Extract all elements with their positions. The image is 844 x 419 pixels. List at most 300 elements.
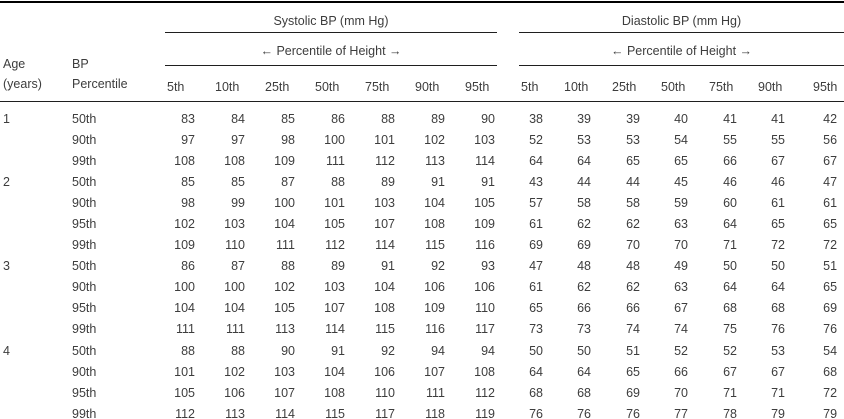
systolic-value-cell: 104 (174, 301, 195, 316)
age-cell (0, 361, 66, 382)
diastolic-value-cell: 65 (529, 301, 544, 316)
systolic-value-cell: 109 (424, 301, 445, 316)
diastolic-value-cell: 55 (771, 132, 786, 147)
row-gap (497, 298, 519, 319)
height-percentile-column-header: 25th (593, 66, 642, 102)
table-row (0, 277, 844, 298)
diastolic-value-cell: 68 (529, 385, 544, 400)
diastolic-value-cell: 64 (529, 364, 544, 379)
bp-percentile-cell: 50th (72, 343, 97, 358)
bp-column-header-line2: Percentile (72, 77, 128, 91)
row-gap (497, 150, 519, 171)
systolic-value-cell: 112 (175, 406, 195, 419)
diastolic-value-cell: 70 (626, 238, 641, 253)
age-cell (0, 213, 66, 234)
systolic-value-cell: 92 (431, 259, 445, 274)
height-percentile-column-header: 50th (642, 66, 690, 102)
diastolic-value-cell: 74 (626, 322, 641, 337)
table-row (0, 340, 844, 361)
bp-percentile-table (0, 1, 844, 419)
bp-percentile-cell: 95th (72, 301, 97, 316)
diastolic-value-cell: 76 (771, 322, 786, 337)
bp-percentile-column-header (66, 2, 165, 102)
diastolic-value-cell: 65 (626, 153, 641, 168)
age-column-header-line2: (years) (3, 77, 42, 91)
systolic-value-cell: 109 (474, 217, 496, 232)
bp-percentile-cell: 50th (72, 111, 97, 126)
diastolic-value-cell: 68 (823, 364, 838, 379)
diastolic-value-cell: 72 (823, 238, 838, 253)
row-gap (497, 382, 519, 403)
diastolic-value-cell: 52 (529, 132, 544, 147)
age-cell: 2 (3, 174, 10, 189)
table-header (0, 2, 844, 102)
row-gap (497, 319, 519, 340)
systolic-value-cell: 101 (174, 364, 195, 379)
systolic-value-cell: 89 (431, 111, 445, 126)
height-percentile-column-header: 25th (247, 66, 297, 102)
systolic-value-cell: 110 (375, 385, 395, 400)
systolic-value-cell: 100 (324, 132, 345, 147)
height-percentile-column-header: 95th (787, 66, 844, 102)
diastolic-value-cell: 56 (823, 132, 838, 147)
systolic-value-cell: 103 (224, 217, 245, 232)
systolic-value-cell: 105 (174, 385, 195, 400)
systolic-value-cell: 117 (375, 406, 395, 419)
row-gap (497, 403, 519, 419)
diastolic-value-cell: 68 (771, 301, 786, 316)
systolic-value-cell: 100 (224, 280, 245, 295)
systolic-value-cell: 108 (424, 217, 445, 232)
diastolic-value-cell: 76 (577, 406, 592, 419)
diastolic-value-cell: 76 (823, 322, 838, 337)
age-cell: 4 (3, 343, 10, 358)
systolic-value-cell: 104 (224, 301, 245, 316)
diastolic-value-cell: 66 (674, 364, 689, 379)
row-gap (497, 340, 519, 361)
row-gap (497, 235, 519, 256)
diastolic-value-cell: 45 (674, 174, 689, 189)
diastolic-value-cell: 50 (577, 343, 592, 358)
diastolic-value-cell: 55 (723, 132, 738, 147)
systolic-value-cell: 111 (325, 153, 345, 168)
diastolic-value-cell: 40 (674, 111, 689, 126)
systolic-value-cell: 104 (324, 364, 345, 379)
diastolic-value-cell: 42 (823, 111, 838, 126)
systolic-value-cell: 118 (425, 406, 445, 419)
diastolic-value-cell: 64 (529, 153, 544, 168)
height-percentile-column-header: 5th (519, 66, 545, 102)
diastolic-value-cell: 76 (529, 406, 544, 419)
age-cell (0, 403, 66, 419)
age-column-header-line1: Age (3, 57, 26, 71)
systolic-value-cell: 113 (275, 322, 295, 337)
diastolic-value-cell: 41 (771, 111, 786, 126)
systolic-value-cell: 93 (481, 259, 496, 274)
systolic-value-cell: 94 (431, 343, 445, 358)
bp-percentile-cell: 90th (72, 132, 97, 147)
systolic-value-cell: 88 (281, 259, 295, 274)
diastolic-value-cell: 74 (674, 322, 689, 337)
systolic-value-cell: 110 (225, 238, 245, 253)
systolic-value-cell: 90 (481, 111, 496, 126)
systolic-value-cell: 115 (325, 406, 345, 419)
diastolic-value-cell: 59 (674, 195, 689, 210)
diastolic-value-cell: 73 (577, 322, 592, 337)
table-row (0, 298, 844, 319)
diastolic-value-cell: 58 (577, 195, 592, 210)
systolic-value-cell: 111 (275, 238, 295, 253)
height-percentile-column-header: 90th (739, 66, 787, 102)
diastolic-value-cell: 47 (529, 259, 544, 274)
diastolic-value-cell: 67 (771, 153, 786, 168)
diastolic-value-cell: 68 (723, 301, 738, 316)
diastolic-value-cell: 66 (723, 153, 738, 168)
systolic-value-cell: 91 (331, 343, 345, 358)
systolic-value-cell: 88 (231, 343, 245, 358)
diastolic-value-cell: 38 (529, 111, 544, 126)
diastolic-value-cell: 39 (626, 111, 641, 126)
diastolic-value-cell: 79 (771, 406, 786, 419)
diastolic-value-cell: 61 (771, 195, 786, 210)
systolic-value-cell: 103 (324, 280, 345, 295)
age-cell (0, 319, 66, 340)
systolic-value-cell: 86 (181, 259, 195, 274)
diastolic-value-cell: 66 (626, 301, 641, 316)
systolic-value-cell: 105 (474, 195, 496, 210)
diastolic-value-cell: 72 (823, 385, 838, 400)
systolic-value-cell: 89 (381, 174, 395, 189)
diastolic-value-cell: 62 (626, 217, 641, 232)
diastolic-value-cell: 53 (626, 132, 641, 147)
systolic-value-cell: 108 (174, 153, 195, 168)
systolic-value-cell: 87 (281, 174, 295, 189)
systolic-value-cell: 108 (324, 385, 345, 400)
row-gap (497, 361, 519, 382)
age-cell (0, 150, 66, 171)
systolic-value-cell: 101 (374, 132, 395, 147)
systolic-group-header: Systolic BP (mm Hg) (165, 2, 497, 33)
row-gap (497, 102, 519, 130)
diastolic-value-cell: 79 (823, 406, 838, 419)
diastolic-value-cell: 70 (674, 238, 689, 253)
diastolic-value-cell: 61 (529, 217, 544, 232)
systolic-value-cell: 86 (331, 111, 345, 126)
height-percentile-column-header: 10th (197, 66, 247, 102)
systolic-value-cell: 98 (281, 132, 295, 147)
bp-percentile-cell: 95th (72, 217, 97, 232)
diastolic-value-cell: 69 (529, 238, 544, 253)
diastolic-value-cell: 61 (823, 195, 838, 210)
age-column-header (0, 2, 66, 102)
diastolic-value-cell: 65 (771, 217, 786, 232)
diastolic-value-cell: 63 (674, 280, 689, 295)
bp-percentile-cell: 99th (72, 322, 97, 337)
age-cell (0, 298, 66, 319)
diastolic-value-cell: 69 (823, 301, 838, 316)
bp-percentile-cell: 90th (72, 364, 97, 379)
systolic-value-cell: 111 (225, 322, 245, 337)
systolic-value-cell: 116 (425, 322, 445, 337)
diastolic-value-cell: 77 (674, 406, 689, 419)
table-row (0, 382, 844, 403)
diastolic-value-cell: 39 (577, 111, 592, 126)
table-row (0, 256, 844, 277)
systolic-value-cell: 102 (274, 280, 295, 295)
diastolic-value-cell: 68 (577, 385, 592, 400)
diastolic-value-cell: 46 (723, 174, 738, 189)
systolic-value-cell: 105 (274, 301, 295, 316)
diastolic-value-cell: 67 (771, 364, 786, 379)
table-row (0, 192, 844, 213)
diastolic-value-cell: 52 (723, 343, 738, 358)
systolic-value-cell: 104 (274, 217, 295, 232)
systolic-value-cell: 112 (375, 153, 395, 168)
systolic-value-cell: 91 (431, 174, 445, 189)
systolic-value-cell: 108 (474, 364, 496, 379)
diastolic-value-cell: 44 (626, 174, 641, 189)
systolic-value-cell: 109 (274, 153, 295, 168)
systolic-value-cell: 105 (324, 217, 345, 232)
diastolic-value-cell: 50 (529, 343, 544, 358)
systolic-value-cell: 85 (231, 174, 245, 189)
diastolic-group-header: Diastolic BP (mm Hg) (519, 2, 844, 33)
systolic-value-cell: 111 (425, 385, 445, 400)
systolic-value-cell: 114 (475, 153, 496, 168)
diastolic-value-cell: 61 (529, 280, 544, 295)
systolic-value-cell: 90 (281, 343, 295, 358)
diastolic-value-cell: 52 (674, 343, 689, 358)
diastolic-value-cell: 67 (823, 153, 838, 168)
systolic-value-cell: 106 (474, 280, 496, 295)
diastolic-value-cell: 49 (674, 259, 689, 274)
height-percentile-column-header: 50th (297, 66, 347, 102)
systolic-value-cell: 91 (381, 259, 395, 274)
bp-percentile-cell: 99th (72, 153, 97, 168)
systolic-value-cell: 109 (174, 238, 195, 253)
row-gap (497, 213, 519, 234)
diastolic-value-cell: 64 (723, 217, 738, 232)
systolic-value-cell: 97 (181, 132, 195, 147)
systolic-value-cell: 113 (225, 406, 245, 419)
age-cell (0, 382, 66, 403)
systolic-value-cell: 117 (475, 322, 496, 337)
systolic-value-cell: 83 (181, 111, 195, 126)
systolic-value-cell: 102 (224, 364, 245, 379)
diastolic-value-cell: 62 (577, 217, 592, 232)
diastolic-value-cell: 70 (674, 385, 689, 400)
table-row (0, 235, 844, 256)
systolic-value-cell: 114 (325, 322, 345, 337)
diastolic-value-cell: 62 (577, 280, 592, 295)
systolic-value-cell: 99 (231, 195, 245, 210)
diastolic-value-cell: 53 (771, 343, 786, 358)
diastolic-value-cell: 72 (771, 238, 786, 253)
diastolic-value-cell: 69 (577, 238, 592, 253)
systolic-value-cell: 100 (174, 280, 195, 295)
table-row (0, 403, 844, 419)
diastolic-value-cell: 67 (674, 301, 689, 316)
group-header-row (0, 2, 844, 33)
diastolic-value-cell: 53 (577, 132, 592, 147)
bp-percentile-cell: 90th (72, 280, 97, 295)
systolic-value-cell: 106 (374, 364, 395, 379)
diastolic-value-cell: 54 (823, 343, 838, 358)
diastolic-value-cell: 69 (626, 385, 641, 400)
diastolic-value-cell: 65 (626, 364, 641, 379)
diastolic-value-cell: 60 (723, 195, 738, 210)
row-gap (497, 129, 519, 150)
height-percentile-column-header: 95th (447, 66, 497, 102)
systolic-value-cell: 103 (374, 195, 395, 210)
diastolic-value-cell: 47 (823, 174, 838, 189)
table-body (0, 102, 844, 419)
bp-column-header-line1: BP (72, 57, 89, 71)
systolic-value-cell: 112 (475, 385, 496, 400)
systolic-height-percentile-subheader: ← Percentile of Height → (165, 33, 497, 66)
table-row (0, 171, 844, 192)
systolic-value-cell: 119 (475, 406, 496, 419)
systolic-value-cell: 100 (274, 195, 295, 210)
diastolic-height-percentile-subheader: ← Percentile of Height → (519, 33, 844, 66)
systolic-value-cell: 104 (424, 195, 445, 210)
diastolic-value-cell: 73 (529, 322, 544, 337)
systolic-value-cell: 98 (181, 195, 195, 210)
systolic-value-cell: 107 (374, 217, 395, 232)
diastolic-value-cell: 65 (823, 280, 838, 295)
height-percentile-column-header: 75th (690, 66, 739, 102)
height-percentile-column-header: 5th (165, 66, 197, 102)
bp-percentile-cell: 99th (72, 238, 97, 253)
age-cell: 3 (3, 259, 10, 274)
diastolic-value-cell: 67 (723, 364, 738, 379)
systolic-value-cell: 106 (224, 385, 245, 400)
diastolic-value-cell: 65 (823, 217, 838, 232)
table-row (0, 213, 844, 234)
bp-percentile-cell: 50th (72, 174, 97, 189)
height-percentile-column-header: 75th (347, 66, 397, 102)
systolic-value-cell: 97 (231, 132, 245, 147)
systolic-value-cell: 103 (474, 132, 496, 147)
diastolic-value-cell: 64 (723, 280, 738, 295)
systolic-value-cell: 101 (324, 195, 345, 210)
diastolic-value-cell: 75 (723, 322, 738, 337)
diastolic-value-cell: 41 (723, 111, 738, 126)
systolic-value-cell: 115 (425, 238, 445, 253)
systolic-value-cell: 88 (381, 111, 395, 126)
systolic-value-cell: 88 (181, 343, 195, 358)
height-percentile-column-header: 10th (545, 66, 593, 102)
row-gap (497, 256, 519, 277)
systolic-value-cell: 102 (174, 217, 195, 232)
systolic-value-cell: 114 (275, 406, 295, 419)
column-gap (497, 2, 519, 66)
diastolic-value-cell: 65 (674, 153, 689, 168)
systolic-value-cell: 116 (475, 238, 496, 253)
systolic-value-cell: 102 (424, 132, 445, 147)
diastolic-value-cell: 63 (674, 217, 689, 232)
diastolic-value-cell: 78 (723, 406, 738, 419)
diastolic-value-cell: 48 (577, 259, 592, 274)
systolic-value-cell: 107 (424, 364, 445, 379)
systolic-value-cell: 104 (374, 280, 395, 295)
diastolic-value-cell: 71 (723, 238, 738, 253)
diastolic-value-cell: 46 (771, 174, 786, 189)
systolic-value-cell: 85 (181, 174, 195, 189)
systolic-value-cell: 108 (374, 301, 395, 316)
row-gap (497, 171, 519, 192)
bp-percentile-cell: 99th (72, 406, 97, 419)
systolic-value-cell: 87 (231, 259, 245, 274)
bp-percentile-cell: 90th (72, 195, 97, 210)
diastolic-value-cell: 62 (626, 280, 641, 295)
diastolic-value-cell: 50 (771, 259, 786, 274)
diastolic-value-cell: 71 (771, 385, 786, 400)
systolic-value-cell: 84 (231, 111, 245, 126)
diastolic-value-cell: 64 (577, 153, 592, 168)
diastolic-value-cell: 48 (626, 259, 641, 274)
systolic-value-cell: 115 (375, 322, 395, 337)
table-row (0, 150, 844, 171)
systolic-value-cell: 91 (481, 174, 496, 189)
table-row (0, 129, 844, 150)
table-row (0, 102, 844, 130)
age-cell (0, 192, 66, 213)
systolic-value-cell: 107 (274, 385, 295, 400)
diastolic-value-cell: 64 (577, 364, 592, 379)
age-cell: 1 (3, 111, 10, 126)
diastolic-value-cell: 58 (626, 195, 641, 210)
systolic-value-cell: 94 (481, 343, 496, 358)
table-row (0, 319, 844, 340)
diastolic-value-cell: 50 (723, 259, 738, 274)
age-cell (0, 235, 66, 256)
diastolic-value-cell: 43 (529, 174, 544, 189)
height-percentile-column-header: 90th (397, 66, 447, 102)
systolic-value-cell: 89 (331, 259, 345, 274)
systolic-value-cell: 85 (281, 111, 295, 126)
systolic-value-cell: 103 (274, 364, 295, 379)
systolic-value-cell: 108 (224, 153, 245, 168)
age-cell (0, 129, 66, 150)
systolic-value-cell: 113 (425, 153, 445, 168)
diastolic-value-cell: 64 (771, 280, 786, 295)
diastolic-value-cell: 57 (529, 195, 544, 210)
diastolic-value-cell: 44 (577, 174, 592, 189)
bp-percentile-cell: 50th (72, 259, 97, 274)
systolic-value-cell: 112 (325, 238, 345, 253)
systolic-value-cell: 114 (375, 238, 395, 253)
diastolic-value-cell: 71 (723, 385, 738, 400)
systolic-value-cell: 88 (331, 174, 345, 189)
systolic-value-cell: 92 (381, 343, 395, 358)
bp-percentile-cell: 95th (72, 385, 97, 400)
systolic-value-cell: 110 (475, 301, 496, 316)
row-gap (497, 192, 519, 213)
diastolic-value-cell: 51 (626, 343, 641, 358)
systolic-value-cell: 107 (324, 301, 345, 316)
diastolic-value-cell: 54 (674, 132, 689, 147)
row-gap (497, 277, 519, 298)
age-cell (0, 277, 66, 298)
diastolic-value-cell: 51 (823, 259, 838, 274)
diastolic-value-cell: 76 (626, 406, 641, 419)
systolic-value-cell: 111 (175, 322, 195, 337)
column-gap (497, 66, 519, 102)
table-row (0, 361, 844, 382)
diastolic-value-cell: 66 (577, 301, 592, 316)
systolic-value-cell: 106 (424, 280, 445, 295)
